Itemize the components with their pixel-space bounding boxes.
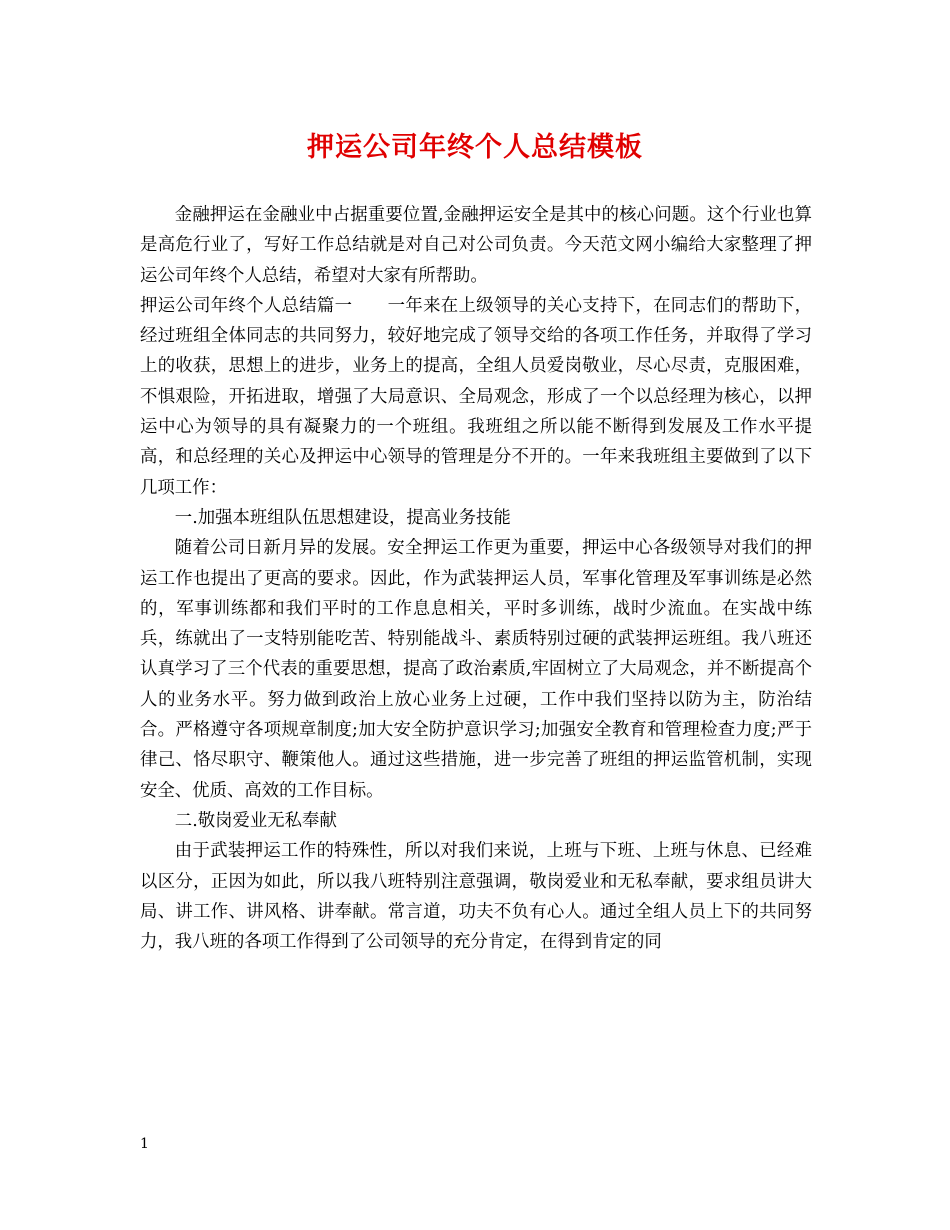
paragraph-point-two: 由于武装押运工作的特殊性，所以对我们来说，上班与下班、上班与休息、已经难以区分，正因为如此，所以我八班特别注意强调，敬岗爱业和无私奉献，要求组员讲大局、讲工作、讲风格、讲奉献。常言道，功夫不负有心人。通过全组人员上下的共同努力，我八班的各项工作得到了公司领导的充分肯定，在得到肯定的同 (140, 841, 812, 953)
paragraph-intro: 金融押运在金融业中占据重要位置,金融押运安全是其中的核心问题。这个行业也算是高危行业了，写好工作总结就是对自己对公司负责。今天范文网小编给大家整理了押运公司年终个人总结，希望对大家有所帮助。 (140, 205, 812, 286)
heading-point-one: 一.加强本班组队伍思想建设，提高业务技能 (174, 507, 511, 528)
paragraph-section-one: 押运公司年终个人总结篇一 一年来在上级领导的关心支持下，在同志们的帮助下，经过班组全体同志的共同努力，较好地完成了领导交给的各项工作任务，并取得了学习上的收获，思想上的进步，业务上的提高，全组人员爱岗敬业，尽心尽责，克服困难，不惧艰险，开拓进取，增强了大局意识、全局观念，形成了一个以总经理为核心，以押运中心为领导的具有凝聚力的一个班组。我班组之所以能不断得到发展及工作水平提高，和总经理的关心及押运中心领导的管理是分不开的。一年来我班组主要做到了以下几项工作： (140, 295, 812, 498)
heading-point-two: 二.敬岗爱业无私奉献 (174, 810, 337, 831)
document-body (140, 200, 812, 957)
page-number: 1 (140, 1136, 149, 1152)
paragraph-point-one: 随着公司日新月异的发展。安全押运工作更为重要，押运中心各级领导对我们的押运工作也提出了更高的要求。因此，作为武装押运人员，军事化管理及军事训练是必然的，军事训练都和我们平时的工作息息相关，平时多训练，战时少流血。在实战中练兵，练就出了一支特别能吃苦、特别能战斗、素质特别过硬的武装押运班组。我八班还认真学习了三个代表的重要思想，提高了政治素质,牢固树立了大局观念，并不断提高个人的业务水平。努力做到政治上放心业务上过硬，工作中我们坚持以防为主，防治结合。严格遵守各项规章制度;加大安全防护意识学习;加强安全教育和管理检查力度;严于律己、恪尽职守、鞭策他人。通过这些措施，进一步完善了班组的押运监管机制，实现安全、优质、高效的工作目标。 (140, 538, 812, 801)
document-title: 押运公司年终个人总结模板 (307, 132, 643, 163)
